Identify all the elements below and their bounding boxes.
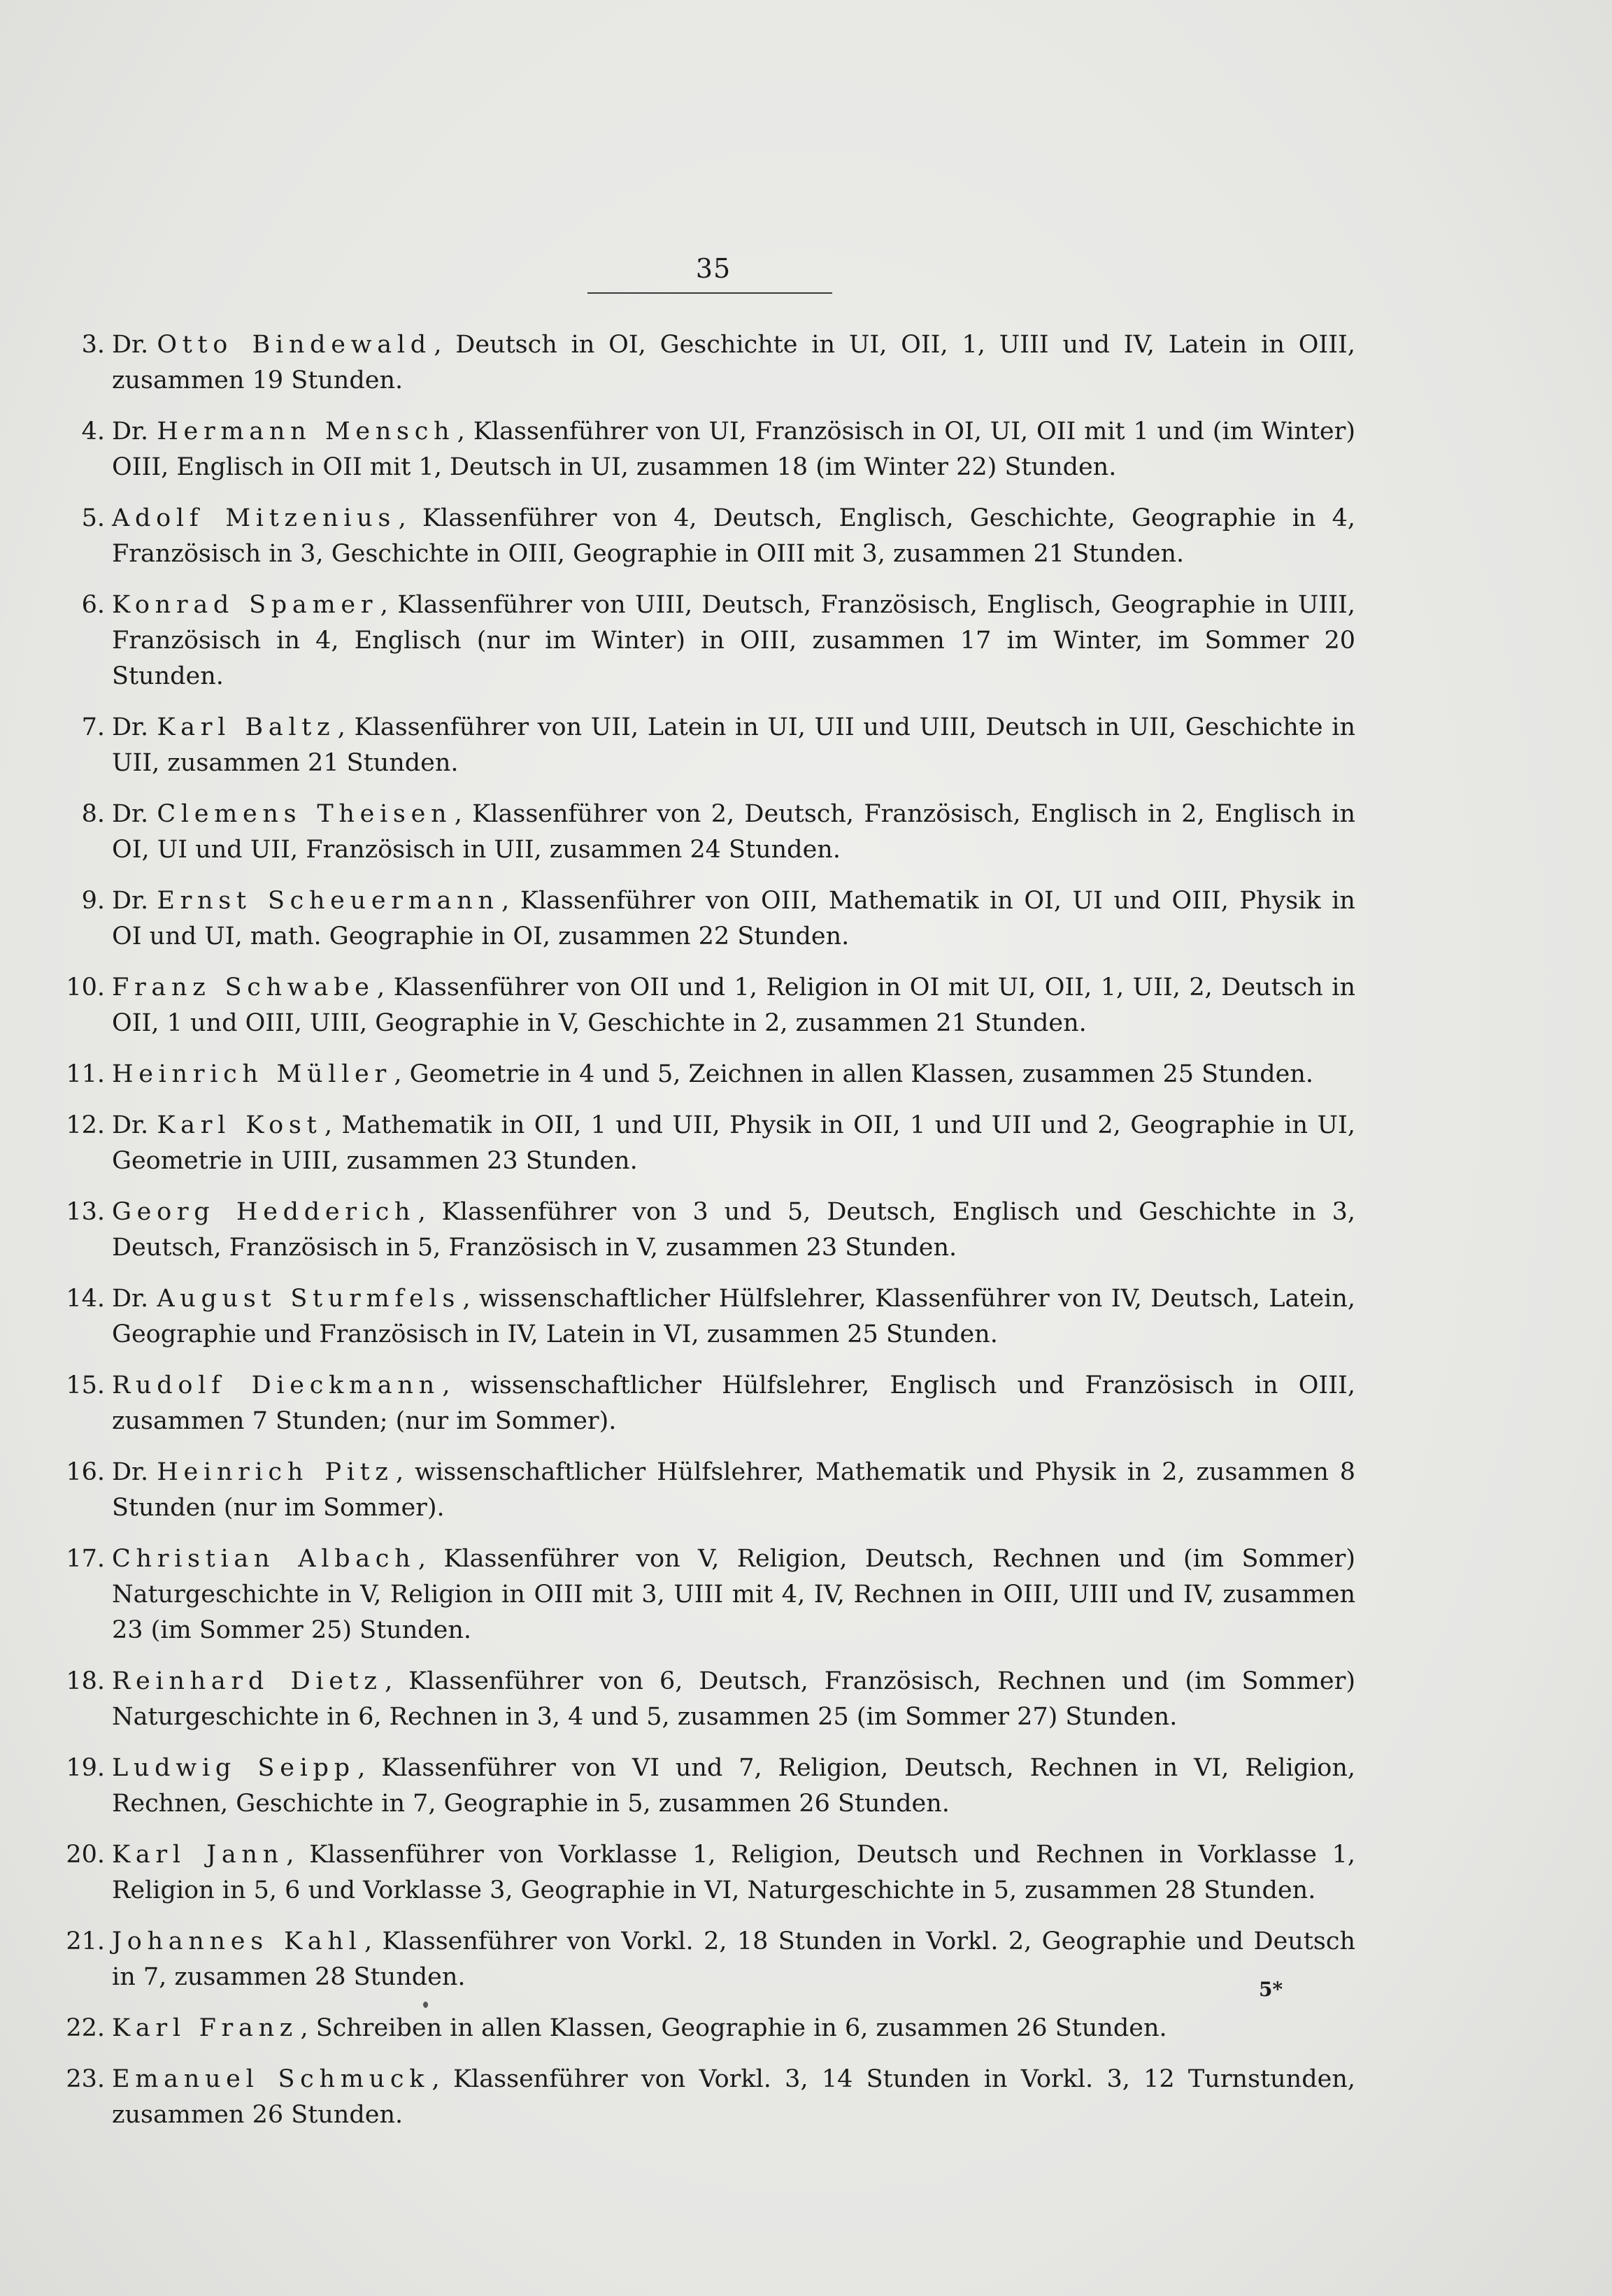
entry-number: 6.: [81, 591, 105, 619]
list-item: [66, 1108, 1355, 1179]
signature-mark: 5*: [1259, 1978, 1283, 2001]
teaching-assignment: , Klassenführer von V, Religion, Deutsch, Rechnen und (im Sommer) Naturgeschichte in V, Religion in OIII mit 3, UIII mit 4, IV, Rechnen in OIII, UIII und IV, zusammen 23 (im Sommer 25) Stunden.: [112, 1545, 1355, 1644]
entry-number: 9.: [81, 887, 105, 915]
entry-number: 12.: [66, 1111, 105, 1139]
list-item: [66, 970, 1355, 1041]
entry-number: 15.: [66, 1371, 105, 1399]
teaching-assignment: , Klassenführer von UIII, Deutsch, Französisch, Englisch, Geographie in UIII, Französisch in 4, Englisch (nur im Winter) in OIII, zusammen 17 im Winter, im Sommer 20 Stunden.: [112, 591, 1355, 690]
teacher-name: Adolf Mitzenius: [112, 504, 397, 532]
ink-speck: [423, 2002, 428, 2008]
entry-title: Dr.: [112, 887, 149, 915]
teacher-name: Rudolf Dieckmann: [112, 1371, 440, 1399]
teacher-name: Hermann Mensch: [157, 418, 455, 445]
teacher-name: Karl Baltz: [157, 713, 336, 741]
list-item: [66, 1455, 1356, 1526]
teacher-name: Franz Schwabe: [112, 974, 375, 1001]
list-item: [83, 501, 1355, 572]
entry-title: Dr.: [112, 1111, 149, 1139]
entry-title: Dr.: [112, 1285, 149, 1313]
list-item: [66, 1057, 1355, 1092]
entry-number: 18.: [66, 1667, 105, 1695]
entry-title: Dr.: [112, 331, 149, 359]
teacher-name: Otto Bindewald: [157, 331, 431, 359]
teacher-name: Georg Hedderich: [112, 1198, 416, 1226]
teaching-assignment: , wissenschaftlicher Hülfslehrer, Mathematik und Physik in 2, zusammen 8 Stunden (nur im Sommer).: [112, 1458, 1356, 1522]
entry-title: Dr.: [112, 800, 149, 828]
entry-title: Dr.: [112, 1458, 149, 1486]
entry-title: Dr.: [112, 418, 149, 445]
teaching-assignment: , Klassenführer von 2, Deutsch, Französisch, Englisch in 2, Englisch in OI, UI und UII, Französisch in UII, zusammen 24 Stunden.: [112, 800, 1355, 864]
entry-number: 19.: [66, 1754, 105, 1782]
teaching-assignment: , Klassenführer von Vorkl. 3, 14 Stunden in Vorkl. 3, 12 Turnstunden, zusammen 26 Stunden.: [112, 2065, 1355, 2129]
teaching-assignment: , Klassenführer von 3 und 5, Deutsch, Englisch und Geschichte in 3, Deutsch, Französisch in 5, Französisch in V, zusammen 23 Stunden.: [112, 1198, 1355, 1262]
teacher-name: Karl Jann: [112, 1841, 284, 1869]
list-item: [83, 883, 1355, 955]
teacher-name: Christian Albach: [112, 1545, 416, 1573]
teacher-name: Heinrich Pitz: [157, 1458, 394, 1486]
list-item: [83, 710, 1355, 781]
entry-number: 11.: [66, 1060, 105, 1088]
entry-number: 17.: [66, 1545, 105, 1573]
list-item: [83, 414, 1355, 485]
list-item: [83, 587, 1355, 694]
list-item: [83, 797, 1355, 868]
teaching-assignment: , Klassenführer von 6, Deutsch, Französisch, Rechnen und (im Sommer) Naturgeschichte in 6, Rechnen in 3, 4 und 5, zusammen 25 (im Sommer 27) Stunden.: [112, 1667, 1355, 1731]
teacher-name: Clemens Theisen: [157, 800, 452, 828]
teacher-name: Konrad Spamer: [112, 591, 378, 619]
teaching-assignment: , Klassenführer von Vorkl. 2, 18 Stunden in Vorkl. 2, Geographie und Deutsch in 7, zusammen 28 Stunden.: [112, 1927, 1355, 1991]
teaching-assignment: , Klassenführer von OIII, Mathematik in OI, UI und OIII, Physik in OI und UI, math. Geographie in OI, zusammen 22 Stunden.: [112, 887, 1355, 950]
teacher-name: Heinrich Müller: [112, 1060, 392, 1088]
list-item: [66, 1924, 1355, 1995]
teacher-name: Reinhard Dietz: [112, 1667, 383, 1695]
teaching-assignment: , Klassenführer von OII und 1, Religion in OI mit UI, OII, 1, UII, 2, Deutsch in OII, 1 und OIII, UIII, Geographie in V, Geschichte in 2, zusammen 21 Stunden.: [112, 974, 1355, 1037]
entry-number: 20.: [66, 1841, 105, 1869]
list-item: [66, 2062, 1355, 2133]
teaching-assignment: , wissenschaftlicher Hülfslehrer, Englisch und Französisch in OIII, zusammen 7 Stunden; (nur im Sommer).: [112, 1371, 1355, 1435]
teacher-name: August Sturmfels: [157, 1285, 461, 1313]
header-rule: [587, 292, 832, 294]
teaching-assignment: , Geometrie in 4 und 5, Zeichnen in allen Klassen, zusammen 25 Stunden.: [394, 1060, 1314, 1088]
list-item: [66, 1541, 1355, 1648]
list-item: [66, 1837, 1355, 1909]
teaching-assignment: , Klassenführer von Vorklasse 1, Religion, Deutsch und Rechnen in Vorklasse 1, Religion in 5, 6 und Vorklasse 3, Geographie in VI, Naturgeschichte in 5, zusammen 28 Stunden.: [112, 1841, 1355, 1904]
list-item: [66, 2011, 1355, 2046]
list-item: [83, 327, 1355, 399]
teaching-assignment: , wissenschaftlicher Hülfslehrer, Klassenführer von IV, Deutsch, Latein, Geographie und Französisch in IV, Latein in VI, zusammen 25 Stunden.: [112, 1285, 1355, 1348]
page-number: 35: [695, 253, 732, 284]
entry-title: Dr.: [112, 713, 149, 741]
teaching-assignment: , Klassenführer von UI, Französisch in OI, UI, OII mit 1 und (im Winter) OIII, Englisch in OII mit 1, Deutsch in UI, zusammen 18 (im Winter 22) Stunden.: [112, 418, 1355, 481]
list-item: [66, 1195, 1355, 1266]
list-item: [66, 1368, 1355, 1439]
teacher-name: Emanuel Schmuck: [112, 2065, 430, 2093]
teacher-name: Ludwig Seipp: [112, 1754, 355, 1782]
entry-number: 7.: [81, 713, 105, 741]
teaching-assignment: , Mathematik in OII, 1 und UII, Physik in OII, 1 und UII und 2, Geographie in UI, Geometrie in UIII, zusammen 23 Stunden.: [112, 1111, 1355, 1175]
entry-number: 4.: [81, 418, 105, 445]
teacher-name: Ernst Scheuermann: [157, 887, 499, 915]
teaching-assignment: , Klassenführer von VI und 7, Religion, Deutsch, Rechnen in VI, Religion, Rechnen, Geschichte in 7, Geographie in 5, zusammen 26 Stunden.: [112, 1754, 1356, 1818]
teacher-list: [66, 327, 1356, 2148]
entry-number: 8.: [81, 800, 105, 828]
teaching-assignment: , Klassenführer von 4, Deutsch, Englisch, Geschichte, Geographie in 4, Französisch in 3, Geschichte in OIII, Geographie in OIII mit 3, zusammen 21 Stunden.: [112, 504, 1356, 568]
teacher-name: Johannes Kahl: [112, 1927, 362, 1955]
entry-number: 22.: [66, 2014, 105, 2042]
entry-number: 23.: [66, 2065, 105, 2093]
teaching-assignment: , Deutsch in OI, Geschichte in UI, OII, 1, UIII und IV, Latein in OIII, zusammen 19 Stunden.: [112, 331, 1355, 394]
entry-number: 16.: [66, 1458, 105, 1486]
list-item: [66, 1750, 1356, 1822]
entry-number: 5.: [81, 504, 105, 532]
list-item: [66, 1664, 1355, 1735]
entry-number: 13.: [66, 1198, 105, 1226]
teacher-name: Karl Kost: [157, 1111, 322, 1139]
entry-number: 3.: [81, 331, 105, 359]
teaching-assignment: , Klassenführer von UII, Latein in UI, UII und UIII, Deutsch in UII, Geschichte in UII, zusammen 21 Stunden.: [112, 713, 1355, 777]
teaching-assignment: , Schreiben in allen Klassen, Geographie in 6, zusammen 26 Stunden.: [300, 2014, 1167, 2042]
entry-number: 10.: [66, 974, 105, 1001]
entry-number: 14.: [66, 1285, 105, 1313]
list-item: [66, 1281, 1355, 1353]
entry-number: 21.: [66, 1927, 105, 1955]
teacher-name: Karl Franz: [112, 2014, 298, 2042]
